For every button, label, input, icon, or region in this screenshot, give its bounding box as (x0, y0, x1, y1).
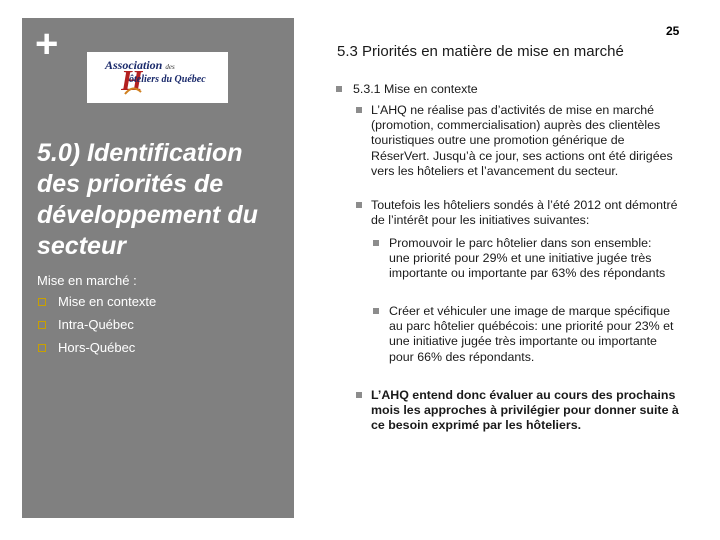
association-logo (87, 52, 228, 103)
square-bullet-icon (336, 86, 342, 92)
svg-text:H: H (121, 66, 143, 96)
section-title: 5.0) Identification des priorités de développement du secteur (37, 139, 258, 260)
square-bullet-icon (373, 240, 379, 246)
subsection-heading: 5.3.1 Mise en contexte (353, 82, 478, 96)
plus-icon: + (35, 22, 59, 66)
logo-text-bottom: ôteliers du Québec (129, 74, 206, 85)
paragraph-conclusion: L’AHQ entend donc évaluer au cours des prochains mois les approches à privilégier pour donner suite à ce besoin exprimé par les hôteliers. (371, 388, 679, 433)
checkbox-bullet-icon (38, 321, 46, 329)
square-bullet-icon (373, 308, 379, 314)
paragraph-context: L’AHQ ne réalise pas d’activités de mise en marché (promotion, commercialisation) auprès des clientèles touristiques outre une promotion générique de RéserVert. Jusqu’à ce jour, ses actions ont été dirigées vers les hôteliers et l’avancement du secteur. (371, 103, 673, 178)
topic-item: Mise en contexte (37, 294, 156, 317)
checkbox-bullet-icon (38, 298, 46, 306)
topic-item: Intra-Québec (37, 317, 156, 340)
section-subtitle: Mise en marché : (37, 273, 137, 288)
checkbox-bullet-icon (38, 344, 46, 352)
page-number: 25 (666, 24, 680, 38)
paragraph-survey: Toutefois les hôteliers sondés à l’été 2012 ont démontré de l’intérêt pour les initiatives suivantes: (371, 198, 678, 228)
initiative-item: Promouvoir le parc hôtelier dans son ensemble: une priorité pour 29% et une initiative jugée très importante ou importante par 63% des répondants (389, 236, 666, 281)
topic-item: Hors-Québec (37, 340, 156, 363)
initiative-item: Créer et véhiculer une image de marque spécifique au parc hôtelier québécois: une priorité pour 23% et une initiative jugée très importante ou importante pour 66% des répondants. (389, 304, 674, 364)
square-bullet-icon (356, 202, 362, 208)
topic-list (37, 294, 156, 363)
square-bullet-icon (356, 392, 362, 398)
page-title: 5.3 Priorités en matière de mise en marché (337, 43, 624, 60)
square-bullet-icon (356, 107, 362, 113)
logo-text-top: Association des (105, 58, 175, 72)
